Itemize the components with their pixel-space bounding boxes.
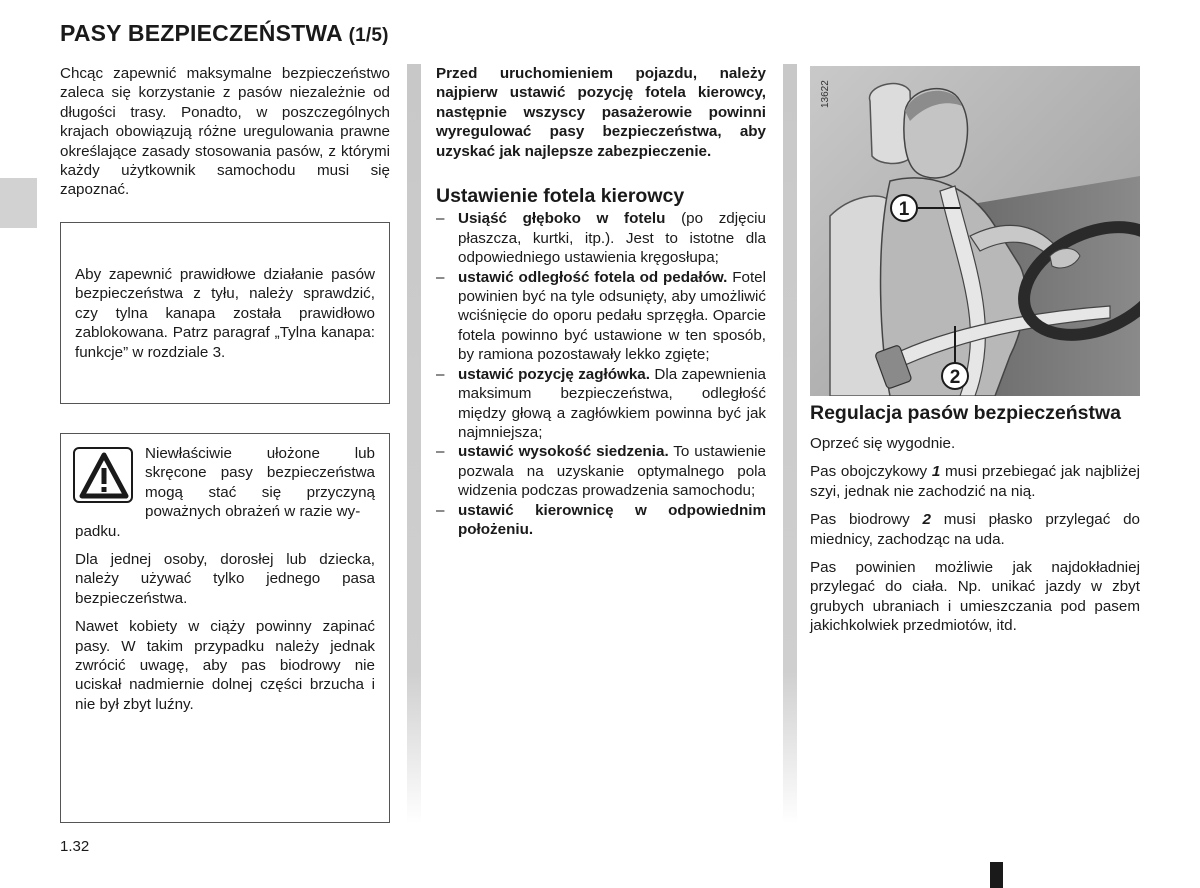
p3-text-a: Pas biodrowy: [810, 511, 923, 529]
p2-number: 1: [931, 463, 941, 481]
chapter-tab: [0, 178, 37, 228]
callout-2-label: 2: [949, 367, 961, 388]
column-divider-left: [407, 64, 421, 824]
figure-number: [818, 72, 836, 106]
page-title-part: (1/5): [348, 25, 389, 46]
list-item: [436, 442, 766, 500]
p3-number: 2: [922, 511, 931, 529]
p2-text-a: Pas obojczykowy: [810, 463, 932, 481]
right-column: [810, 402, 1140, 645]
right-paragraph-2: [810, 462, 1140, 501]
page-title-text: PASY BEZPIECZEŃSTWA: [60, 20, 342, 46]
belt-adjustment-heading: Regulacja pasów bezpieczeństwa: [810, 402, 1122, 424]
warning-text-3: Nawet kobiety w ciąży powinny zapinać pasy. W takim przypadku należy jednak zwrócić uwagę, aby pas biodrowy nie uciskał nadmiernie dolnej części brzucha i nie był zbyt luźny.: [75, 618, 375, 713]
list-item-text: (po zdjęciu płaszcza, kurtki, itp.). Jest to istotne dla odpowiedniego ustawienia kręgosłupa;: [458, 210, 766, 267]
list-item-text: Fotel powinien być na tyle odsunięty, aby umożliwić wciśnięcie do oporu pedału sprzęgła. Oparcie fotela powinno być ustawione w ten sposób, by ramiona pozostawały lekko zgięte;: [458, 268, 767, 364]
warning-box: [60, 433, 390, 823]
driver-seat-heading: Ustawienie fotela kierowcy: [436, 185, 685, 208]
list-item-bold: ustawić odległość fotela od pedałów.: [458, 268, 728, 286]
warning-triangle-icon: [73, 447, 133, 503]
list-item-bold: ustawić wysokość siedzenia.: [458, 443, 669, 461]
warning-text-1: Niewłaściwie ułożone lub skręcone pasy bezpieczeństwa mogą stać się przyczyną poważnych obrażeń w razie wy-: [145, 445, 375, 521]
list-item-bold: Usiąść głęboko w fotelu: [458, 210, 666, 228]
right-paragraph-4: Pas powinien możliwie jak najdokładniej przylegać do ciała. Np. unikać jazdy w zbyt grubych ubraniach i umieszczania pod pasem jakichkolwiek przedmiotów, itd.: [810, 559, 1140, 635]
callout-1-label: 1: [898, 199, 910, 220]
list-item: [436, 268, 766, 365]
column-divider-right: [783, 64, 797, 824]
list-item: [436, 365, 766, 443]
list-item-text: To ustawienie pozwala na uzyskanie optymalnego pola widzenia podczas prowadzenia samochodu;: [458, 443, 766, 500]
middle-column: [436, 64, 766, 539]
page-title: [60, 20, 389, 47]
list-item-bold: ustawić pozycję zagłówka.: [458, 365, 650, 383]
list-dash: –: [436, 268, 445, 286]
list-dash: –: [436, 443, 445, 461]
warning-text-2: Dla jednej osoby, dorosłej lub dziecka, należy używać tylko jednego pasa bezpieczeństwa.: [75, 551, 375, 607]
page-edge-marker: [990, 862, 1003, 888]
seatbelt-illustration: [810, 66, 1140, 396]
list-dash: –: [436, 365, 445, 383]
p3-text-b: musi płasko przylegać do miednicy, zachodząc na uda.: [810, 511, 1140, 548]
warning-text-1-tail: padku.: [75, 522, 121, 540]
list-item: [436, 501, 766, 540]
middle-lead-paragraph: Przed uruchomieniem pojazdu, należy najpierw ustawić pozycję fotela kierowcy, następnie wszyscy pasażerowie powinni wyregulować pasy bezpieczeństwa, aby uzyskać jak najlepsze zabezpieczenie.: [436, 65, 766, 160]
seat-steps-list: [436, 209, 766, 539]
figure-number-text: 13622: [820, 80, 831, 108]
right-paragraph-3: [810, 510, 1140, 549]
list-dash: –: [436, 210, 445, 228]
list-item-bold: ustawić kierownicę w odpowiednim położeniu.: [458, 501, 766, 538]
note-box: [60, 222, 390, 404]
list-item: [436, 209, 766, 267]
list-item-text: Dla zapewnienia maksimum bezpieczeństwa, odległość między głową a zagłówkiem powinna być jak najmniejsza;: [458, 365, 766, 441]
intro-paragraph: Chcąc zapewnić maksymalne bezpieczeństwo zaleca się korzystanie z pasów niezależnie od długości trasy. Ponadto, w poszczególnych krajach obowiązują różne uregulowania prawne określające zasady stosowania pasów, z którymi każdy użytkownik samochodu musi się zapoznać.: [60, 65, 390, 199]
p2-text-b: musi przebiegać jak najbliżej szyi, jednak nie zachodzić na nią.: [810, 463, 1140, 500]
right-paragraph-1: Oprzeć się wygodnie.: [810, 435, 956, 452]
note-text: Aby zapewnić prawidłowe działanie pasów bezpieczeństwa z tyłu, należy sprawdzić, czy tylna kanapa została prawidłowo zablokowana. Patrz paragraf „Tylna kanapa: funkcje” w rozdziale 3.: [75, 266, 375, 361]
list-dash: –: [436, 501, 445, 519]
page-number: 1.32: [60, 838, 90, 855]
